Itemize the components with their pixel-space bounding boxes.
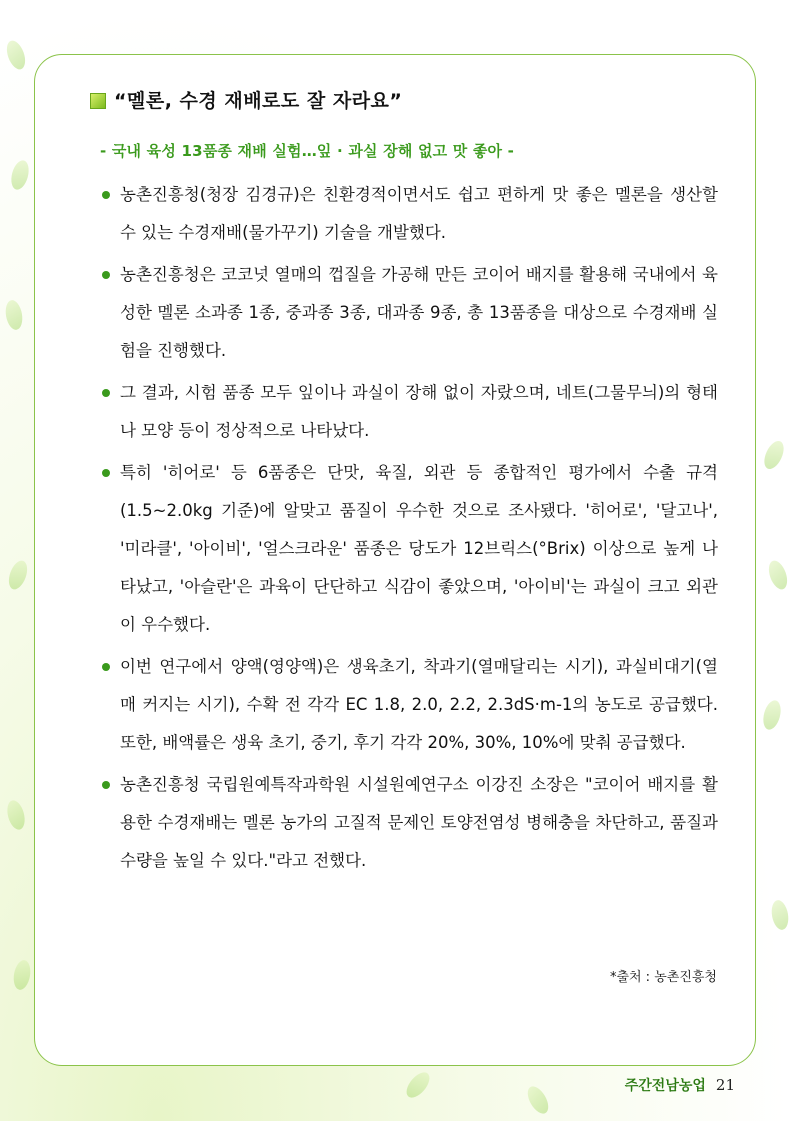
bullet-item <box>102 256 718 370</box>
title-square-icon <box>90 93 106 109</box>
article-title: “멜론, 수경 재배로도 잘 자라요” <box>114 90 403 112</box>
decorative-leaf <box>8 158 31 191</box>
bullet-text: 농촌진흥청 국립원예특작과학원 시설원예연구소 이강진 소장은 "코이어 배지를 활용한 수경재배는 멜론 농가의 고질적 문제인 토양전염성 병해충을 차단하고, 품질과 수량을 높일 수 있다."라고 전했다. <box>120 775 718 870</box>
bullet-dot-icon <box>102 191 110 199</box>
bullet-text: 특히 '히어로' 등 6품종은 단맛, 육질, 외관 등 종합적인 평가에서 수출 규격(1.5~2.0kg 기준)에 알맞고 품질이 우수한 것으로 조사됐다. '히어로', '달고나', '미라클', '아이비', '얼스크라운' 품종은 당도가 12브릭스(°Brix) 이상으로 높게 나타났고, '아슬란'은 과육이 단단하고 식감이 좋았으며, '아이비'는 과실이 크고 외관이 우수했다. <box>120 463 718 634</box>
page-number: 21 <box>715 1076 735 1094</box>
bullet-item <box>102 176 718 252</box>
bullet-dot-icon <box>102 389 110 397</box>
bullet-item <box>102 766 718 880</box>
bullet-text: 농촌진흥청은 코코넛 열매의 껍질을 가공해 만든 코이어 배지를 활용해 국내에서 육성한 멜론 소과종 1종, 중과종 3종, 대과종 9종, 총 13품종을 대상으로 수경재배 실험을 진행했다. <box>120 265 718 360</box>
decorative-leaf <box>3 38 28 72</box>
bullet-dot-icon <box>102 469 110 477</box>
article-subtitle: - 국내 육성 13품종 재배 실험…잎 · 과실 장해 없고 맛 좋아 - <box>100 142 515 160</box>
bullet-text: 그 결과, 시험 품종 모두 잎이나 과실이 장해 없이 자랐으며, 네트(그물무늬)의 형태나 모양 등이 정상적으로 나타났다. <box>120 383 718 440</box>
decorative-leaf <box>402 1068 434 1101</box>
page-footer <box>625 1075 735 1095</box>
decorative-leaf <box>765 558 790 592</box>
article-title-row <box>90 86 402 113</box>
bullet-dot-icon <box>102 781 110 789</box>
decorative-leaf <box>524 1083 553 1117</box>
decorative-leaf <box>760 698 783 731</box>
bullet-list <box>102 176 718 884</box>
bullet-item <box>102 454 718 644</box>
bullet-text: 농촌진흥청(청장 김경규)은 친환경적이면서도 쉽고 편하게 맛 좋은 멜론을 생산할 수 있는 수경재배(물가꾸기) 기술을 개발했다. <box>120 185 718 242</box>
decorative-leaf <box>12 959 33 991</box>
source-credit: *출처 : 농촌진흥청 <box>609 970 717 985</box>
bullet-item <box>102 648 718 762</box>
publication-name: 주간전남농업 <box>624 1078 706 1094</box>
bullet-text: 이번 연구에서 양액(영양액)은 생육초기, 착과기(열매달리는 시기), 과실비대기(열매 커지는 시기), 수확 전 각각 EC 1.8, 2.0, 2.2, 2.3dS·m-1의 농도로 공급했다. 또한, 배액률은 생육 초기, 중기, 후기 각각 20%, 30%, 10%에 맞춰 공급했다. <box>120 657 718 752</box>
decorative-leaf <box>770 899 791 931</box>
bullet-item <box>102 374 718 450</box>
decorative-leaf <box>5 558 30 592</box>
bullet-dot-icon <box>102 271 110 279</box>
decorative-leaf <box>4 798 27 831</box>
decorative-leaf <box>760 438 787 472</box>
decorative-leaf <box>4 299 25 331</box>
bullet-dot-icon <box>102 663 110 671</box>
